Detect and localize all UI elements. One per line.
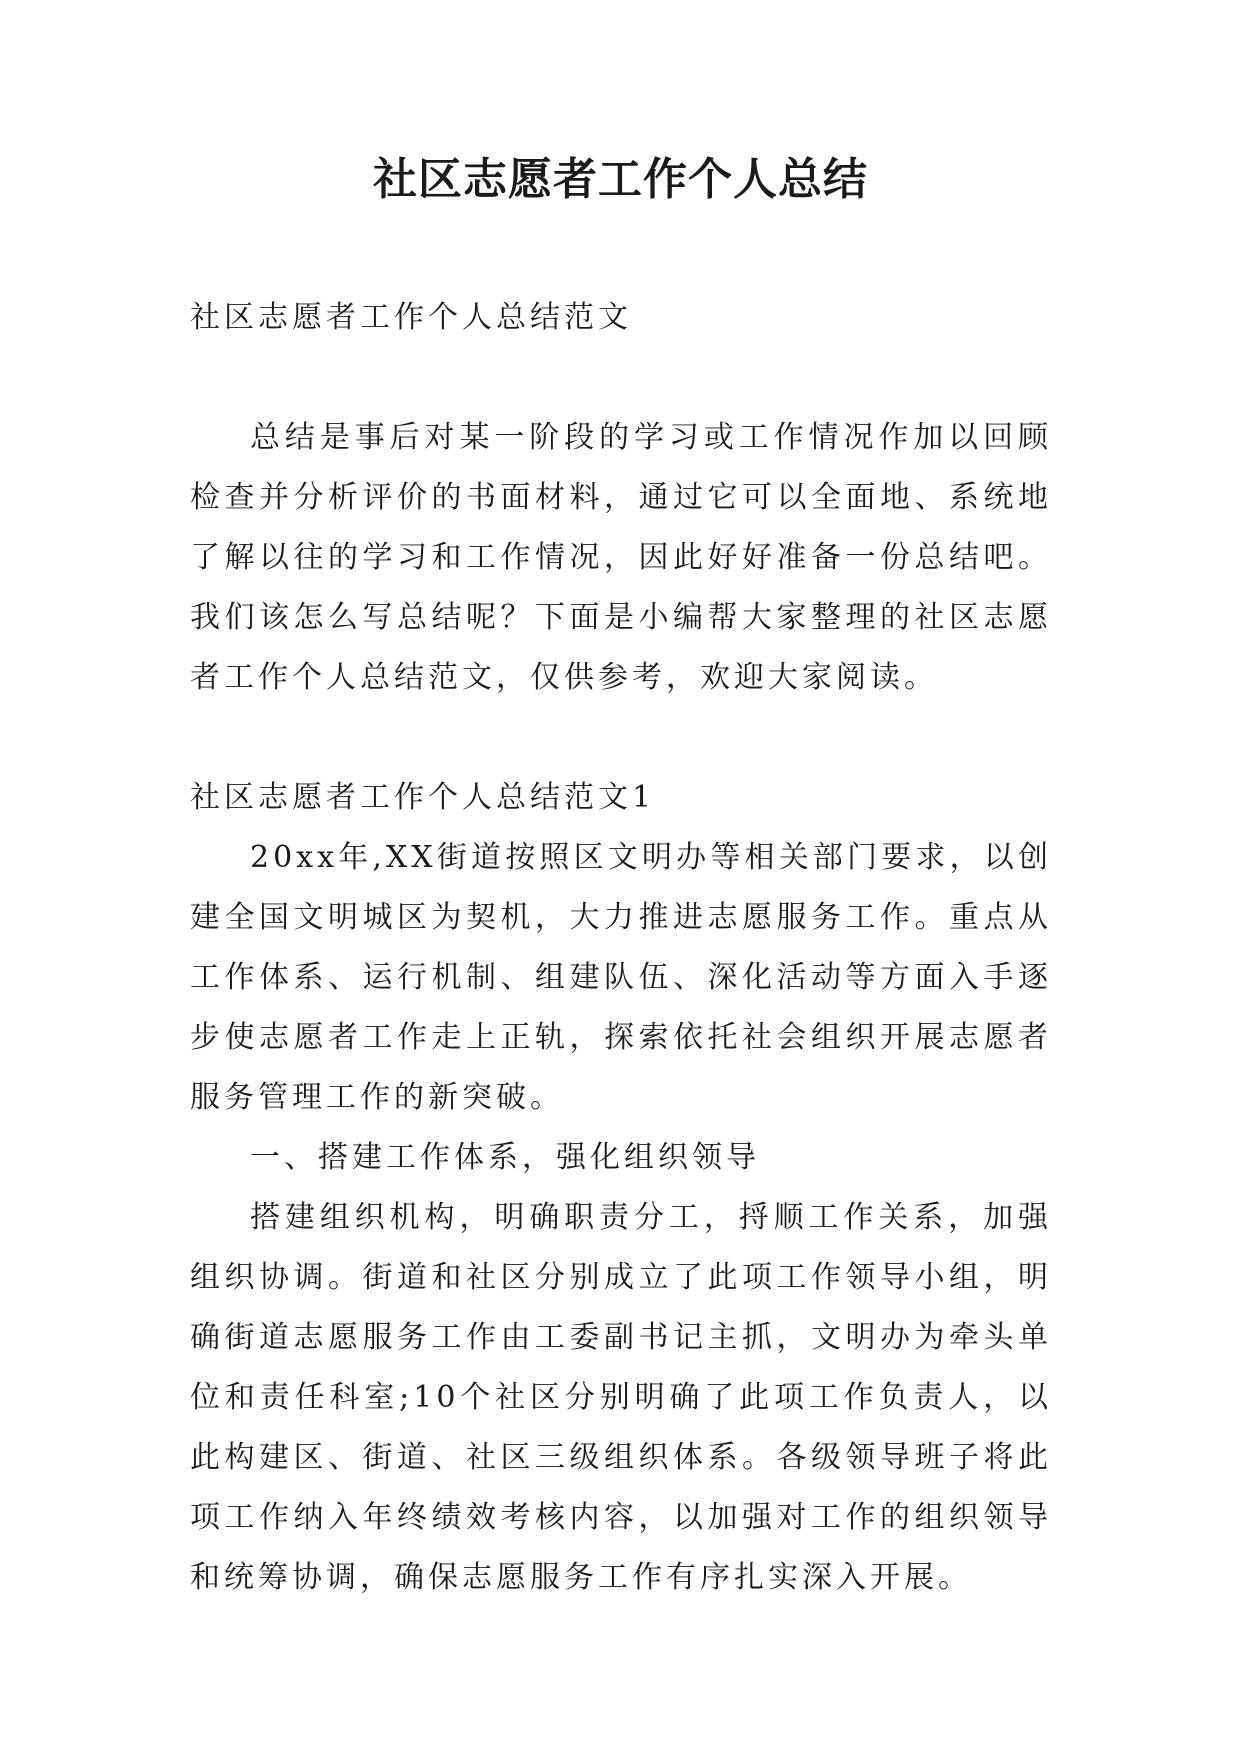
body-paragraph-1: 20xx年,XX街道按照区文明办等相关部门要求，以创建全国文明城区为契机，大力推进志愿服务工作。重点从工作体系、运行机制、组建队伍、深化活动等方面入手逐步使志愿者工作走上正轨，探索依托社会组织开展志愿者服务管理工作的新突破。 bbox=[190, 840, 1052, 1115]
body-paragraph-2: 搭建组织机构，明确职责分工，捋顺工作关系，加强组织协调。街道和社区分别成立了此项工作领导小组，明确街道志愿服务工作由工委副书记主抓，文明办为牵头单位和责任科室;10个社区分别明确了此项工作负责人，以此构建区、街道、社区三级组织体系。各级领导班子将此项工作纳入年终绩效考核内容，以加强对工作的组织领导和统筹协调，确保志愿服务工作有序扎实深入开展。 bbox=[190, 1200, 1052, 1595]
section-title: 社区志愿者工作个人总结范文1 bbox=[190, 780, 656, 815]
document-title: 社区志愿者工作个人总结 bbox=[373, 154, 868, 205]
document-subtitle: 社区志愿者工作个人总结范文 bbox=[190, 300, 632, 335]
document-body bbox=[190, 288, 1052, 1608]
section-heading-1: 一、搭建工作体系，强化组织领导 bbox=[250, 1140, 760, 1175]
intro-paragraph: 总结是事后对某一阶段的学习或工作情况作加以回顾检查并分析评价的书面材料，通过它可以全面地、系统地了解以往的学习和工作情况，因此好好准备一份总结吧。我们该怎么写总结呢？下面是小编帮大家整理的社区志愿者工作个人总结范文，仅供参考，欢迎大家阅读。 bbox=[190, 420, 1052, 695]
